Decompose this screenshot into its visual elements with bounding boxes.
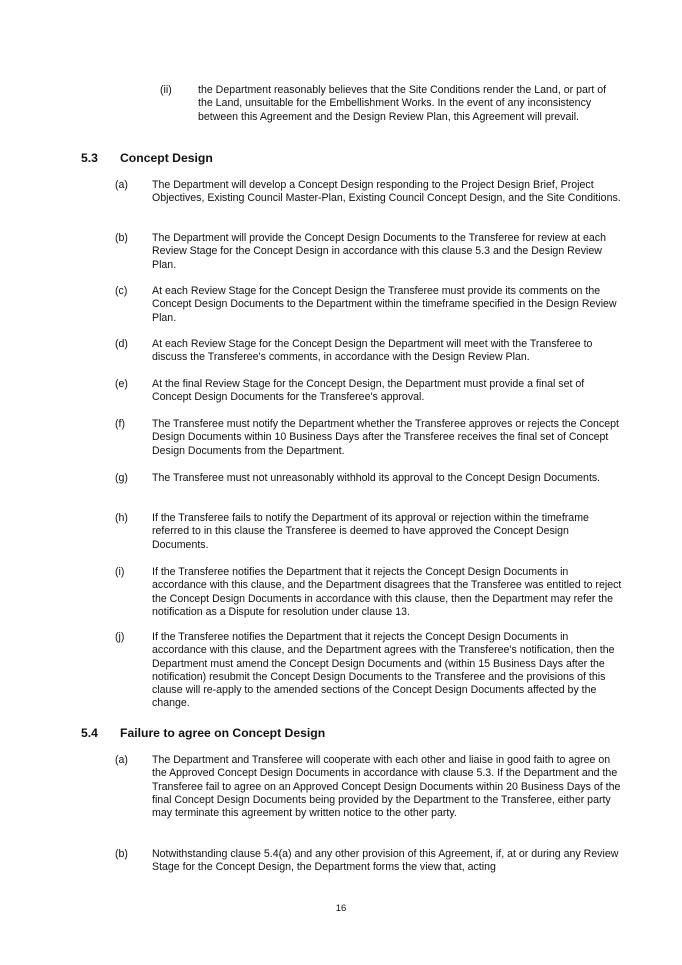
clause-label: (h) bbox=[115, 512, 128, 524]
clause-label: (d) bbox=[115, 338, 128, 350]
section-title: Concept Design bbox=[120, 151, 213, 165]
clause-text: At each Review Stage for the Concept Design the Transferee must provide its comments on the Concept Design Documents to the Department within the timeframe specified in the Design Review Plan. bbox=[152, 285, 617, 324]
clause-text: The Department will provide the Concept Design Documents to the Transferee for review at each Review Stage for the Concept Design in accordance with this clause 5.3 and the Design Review Plan. bbox=[152, 232, 606, 271]
clause-label: (e) bbox=[115, 378, 128, 390]
clause-label: (j) bbox=[115, 631, 125, 643]
clause-label: (g) bbox=[115, 472, 128, 484]
clause-label: (i) bbox=[115, 566, 125, 578]
sub-item-text: the Department reasonably believes that the Site Conditions render the Land, or part of the Land, unsuitable for the Embellishment Works. In the event of any inconsistency between this Agreement and the Design Review Plan, this Agreement will prevail. bbox=[198, 84, 607, 123]
section-number: 5.3 bbox=[81, 151, 98, 165]
clause-text: Notwithstanding clause 5.4(a) and any other provision of this Agreement, if, at or during any Review Stage for the Concept Design, the Department forms the view that, acting bbox=[152, 848, 619, 874]
page-number: 16 bbox=[335, 903, 347, 914]
clause-text: If the Transferee notifies the Department that it rejects the Concept Design Documents in accordance with this clause, and the Department agrees with the Transferee's notification, then the Department must amend the Concept Design Documents and (within 15 Business Days after the notification) resubmit the Concept Design Documents to the Transferee and the provisions of this clause will re-apply to the amended sections of the Concept Design Documents affected by the change. bbox=[152, 631, 615, 710]
clause-text: The Department and Transferee will cooperate with each other and liaise in good faith to agree on the Approved Concept Design Documents in accordance with clause 5.3. If the Department and the Transferee fail to agree on an Approved Concept Design Documents within 20 Business Days of the final Concept Design Documents being provided by the Department to the Transferee, either party may terminate this agreement by written notice to the other party. bbox=[152, 754, 621, 820]
section-number: 5.4 bbox=[81, 726, 98, 740]
clause-text: At the final Review Stage for the Concept Design, the Department must provide a final set of Concept Design Documents for the Transferee's approval. bbox=[152, 378, 585, 404]
clause-text: The Transferee must not unreasonably withhold its approval to the Concept Design Documents. bbox=[152, 472, 601, 484]
clause-label: (a) bbox=[115, 754, 128, 766]
clause-text: If the Transferee fails to notify the Department of its approval or rejection within the timeframe referred to in this clause the Transferee is deemed to have approved the Concept Design Documents. bbox=[152, 512, 589, 551]
section-title: Failure to agree on Concept Design bbox=[120, 726, 326, 740]
clause-text: At each Review Stage for the Concept Design the Department will meet with the Transferee to discuss the Transferee's comments, in accordance with the Design Review Plan. bbox=[152, 338, 593, 364]
clause-text: If the Transferee notifies the Department that it rejects the Concept Design Documents in accordance with this clause, and the Department disagrees that the Transferee was entitled to reject the Concept Design Documents in accordance with this clause, then the Department may refer the notification as a Dispute for resolution under clause 13. bbox=[152, 566, 622, 618]
clause-text: The Department will develop a Concept Design responding to the Project Design Brief, Project Objectives, Existing Council Master-Plan, Existing Council Concept Design, and the Site Conditions. bbox=[152, 179, 621, 205]
clause-label: (a) bbox=[115, 179, 128, 191]
clause-label: (f) bbox=[115, 418, 125, 430]
clause-text: The Transferee must notify the Department whether the Transferee approves or rejects the Concept Design Documents within 10 Business Days after the Transferee receives the final set of Concept Design Documents from the Department. bbox=[152, 418, 619, 457]
sub-item-label: (ii) bbox=[160, 84, 172, 96]
clause-label: (b) bbox=[115, 848, 128, 860]
clause-label: (c) bbox=[115, 285, 128, 297]
clause-label: (b) bbox=[115, 232, 128, 244]
